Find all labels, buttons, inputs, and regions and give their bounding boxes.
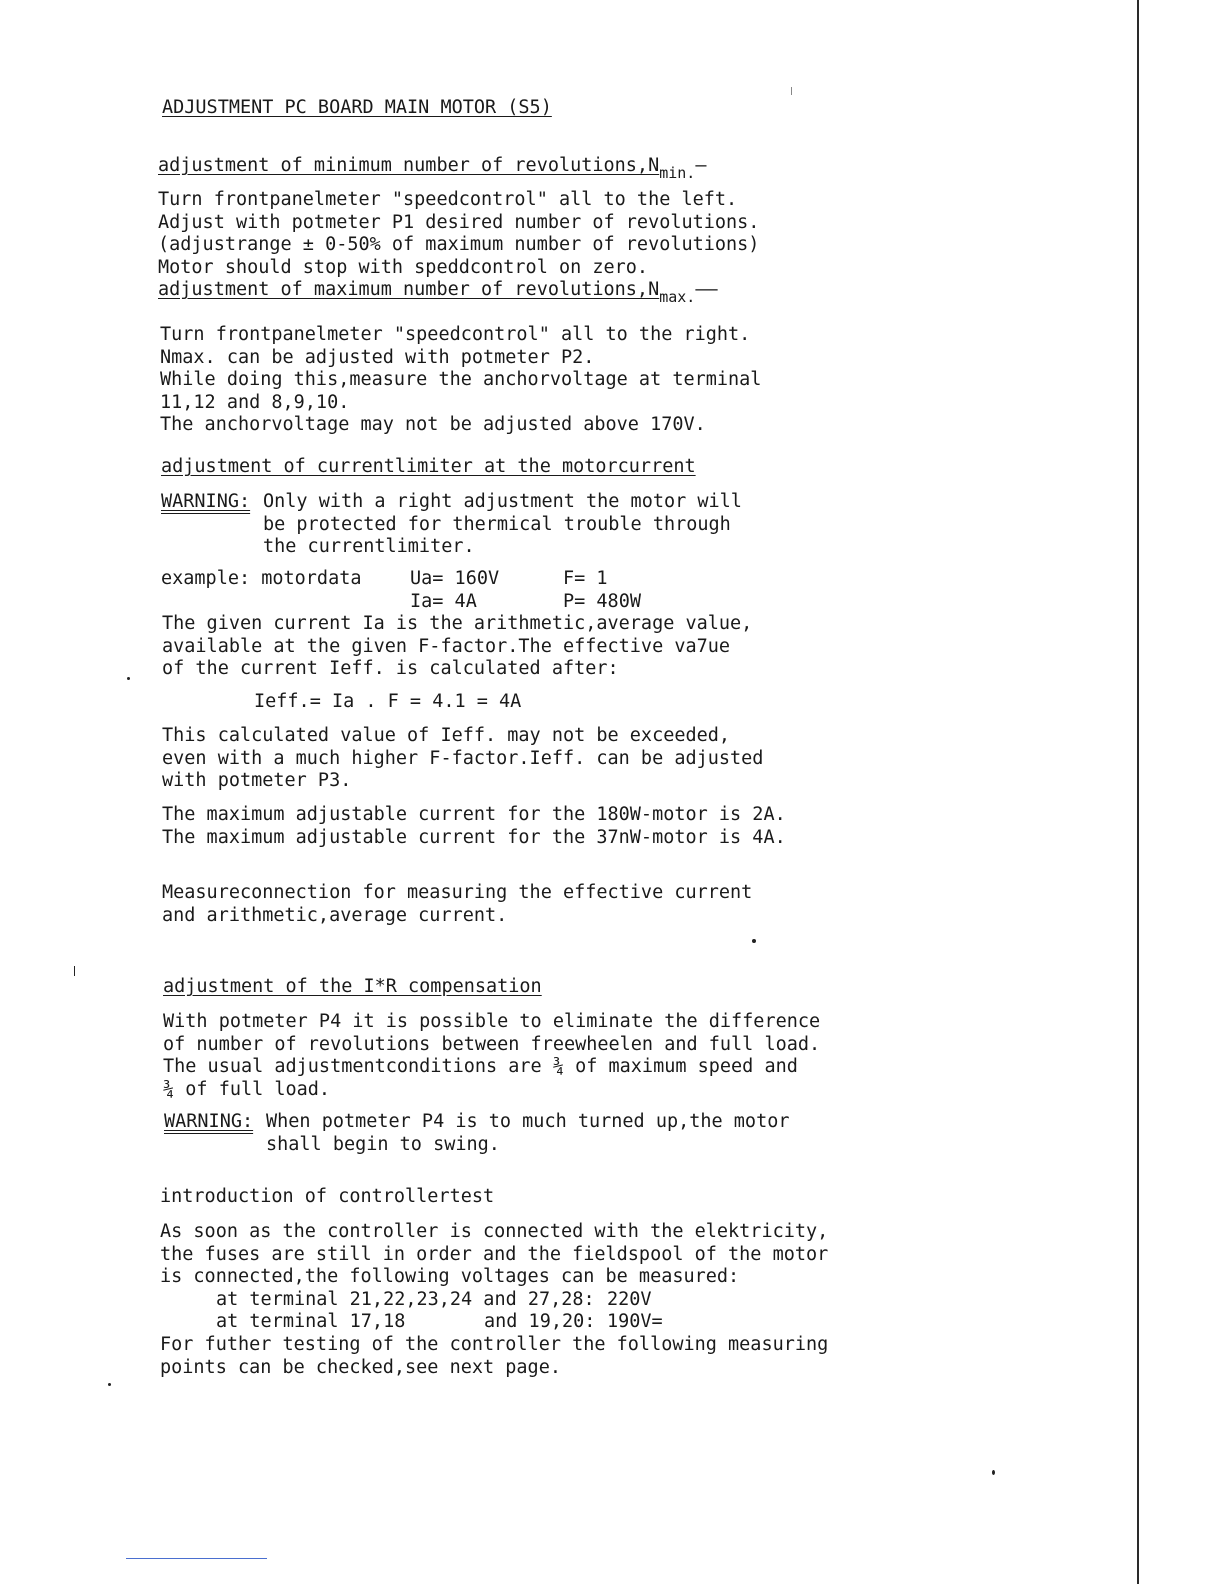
warning-label: WARNING: <box>161 491 251 512</box>
text-line: and arithmetic,average current. <box>162 904 508 926</box>
text-line: For futher testing of the controller the following measuring <box>160 1334 829 1355</box>
max-current-paragraph <box>162 804 786 849</box>
text-line: Turn frontpanelmeter "speedcontrol" all to the left. <box>158 189 738 210</box>
text-line: Turn frontpanelmeter "speedcontrol" all to the right. <box>160 324 751 345</box>
text-line: of number of revolutions between freewheelen and full load. <box>163 1033 821 1055</box>
heading-tail: — <box>695 155 707 176</box>
text-line: The maximum adjustable current for the 37nW-motor is 4A. <box>162 826 786 848</box>
motordata-ia: Ia= 4A <box>410 591 477 612</box>
text-line: This calculated value of Ieff. may not be exceeded, <box>162 725 731 746</box>
heading-text: adjustment of maximum number of revolutions,N <box>158 279 660 300</box>
text-line: Adjust with potmeter P1 desired number of revolutions. <box>158 211 760 233</box>
warning-text <box>266 1111 789 1156</box>
text-line: As soon as the controller is connected with the elektricity, <box>160 1221 829 1242</box>
page-title: ADJUSTMENT PC BOARD MAIN MOTOR (S5) <box>162 97 552 118</box>
scan-line <box>126 1558 267 1559</box>
text-line: 11,12 and 8,9,10. <box>160 391 350 413</box>
text-line: While doing this,measure the anchorvoltage at terminal <box>160 369 762 390</box>
measureconnection-paragraph <box>162 882 752 927</box>
arithmetic-paragraph <box>162 613 752 681</box>
terminal-line-2-label: at terminal 17,18 <box>216 1311 406 1332</box>
motordata-p: P= 480W <box>563 591 641 612</box>
motordata-ua: Ua= 160V <box>410 568 500 589</box>
scan-speck <box>992 1470 995 1475</box>
text-line: points can be checked,see next page. <box>160 1356 561 1378</box>
text-line: The maximum adjustable current for the 180W-motor is 2A. <box>162 804 786 825</box>
terminal-line-2-and: and 19,20: <box>484 1311 596 1332</box>
section-heading-max-revolutions <box>158 279 718 306</box>
text-line: The given current Ia is the arithmetic,average value, <box>162 613 753 634</box>
text-line: Nmax. can be adjusted with potmeter P2. <box>160 346 595 368</box>
page-edge-line <box>1137 0 1139 1584</box>
scan-mark <box>74 966 75 976</box>
text-line: (adjustrange ± 0-50% of maximum number of revolutions) <box>158 234 760 255</box>
text-line: the currentlimiter. <box>263 536 475 557</box>
text-line: the fuses are still in order and the fieldspool of the motor <box>160 1243 829 1265</box>
section-heading-controllertest: introduction of controllertest <box>160 1186 495 1207</box>
text-line: with potmeter P3. <box>162 770 352 791</box>
controllertest-paragraph <box>160 1221 828 1289</box>
text-line: Motor should stop with speddcontrol on zero. <box>158 256 649 278</box>
heading-subscript: max. <box>659 288 696 306</box>
heading-text: adjustment of minimum number of revolutions,N <box>158 155 660 176</box>
heading-subscript: min. <box>659 164 696 182</box>
section-heading-ir-compensation: adjustment of the I*R compensation <box>163 976 542 997</box>
scan-speck <box>127 677 130 680</box>
text-line: available at the given F-factor.The effective va7ue <box>162 635 731 657</box>
ieff-paragraph <box>162 725 763 793</box>
text-line: Only with a right adjustment the motor will <box>263 491 742 512</box>
max-revolutions-paragraph <box>160 324 761 437</box>
motordata-f: F= 1 <box>563 568 608 589</box>
text-line: When potmeter P4 is to much turned up,the motor <box>266 1111 790 1132</box>
warning-label: WARNING: <box>164 1111 254 1132</box>
text-line: even with a much higher F-factor.Ieff. can be adjusted <box>162 747 764 769</box>
section-heading-currentlimiter: adjustment of currentlimiter at the motorcurrent <box>161 456 696 477</box>
example-label: example: motordata <box>161 568 362 589</box>
ieff-formula: Ieff.= Ia . F = 4.1 = 4A <box>254 691 522 712</box>
text-line: shall begin to swing. <box>266 1133 500 1155</box>
heading-tail: —— <box>695 279 718 300</box>
section-heading-min-revolutions <box>158 155 707 182</box>
terminal-line-2-value: 190V= <box>607 1311 663 1332</box>
text-line: Measureconnection for measuring the effective current <box>162 882 753 903</box>
terminal-line-1-label: at terminal 21,22,23,24 and 27,28: <box>216 1289 595 1310</box>
scan-speck <box>752 939 756 943</box>
terminal-line-1-value: 220V <box>607 1289 652 1310</box>
text-line: of the current Ieff. is calculated after: <box>162 658 619 679</box>
text-line: The usual adjustmentconditions are ¾ of maximum speed and <box>163 1056 798 1077</box>
ir-compensation-paragraph <box>163 1011 820 1101</box>
warning-text <box>263 491 742 559</box>
scan-speck <box>108 1383 111 1386</box>
scan-mark <box>791 87 792 95</box>
text-line: be protected for thermical trouble through <box>263 513 731 535</box>
text-line: With potmeter P4 it is possible to eliminate the difference <box>163 1011 821 1032</box>
min-revolutions-paragraph <box>158 189 759 279</box>
text-line: The anchorvoltage may not be adjusted above 170V. <box>160 414 706 435</box>
text-line: is connected,the following voltages can be measured: <box>160 1266 740 1287</box>
text-line: ¾ of full load. <box>163 1078 331 1100</box>
closing-paragraph <box>160 1334 828 1379</box>
